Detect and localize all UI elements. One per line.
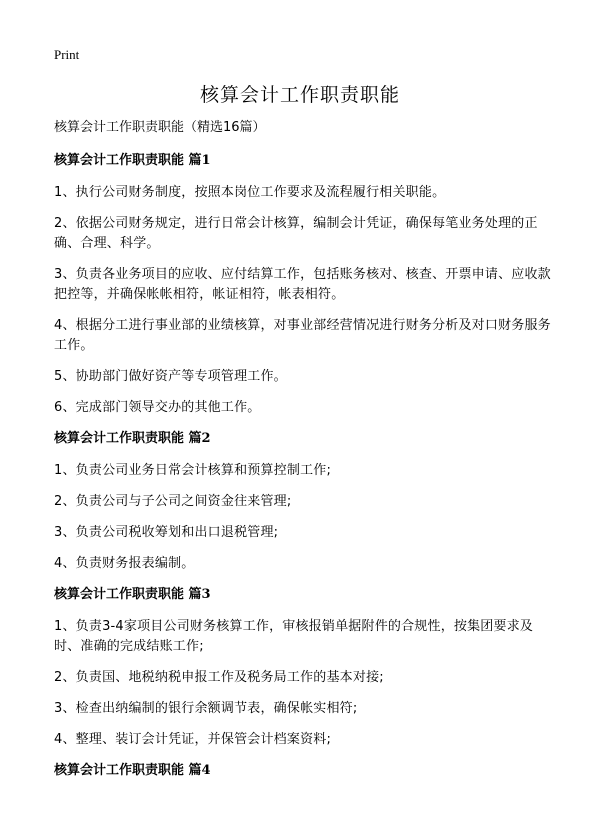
- section-heading: 核算会计工作职责职能 篇4: [54, 763, 211, 778]
- list-item: 3、负责各业务项目的应收、应付结算工作，包括账务核对、核查、开票申请、应收款把控等，并确保帐帐相符，帐证相符，帐表相符。: [54, 267, 551, 302]
- list-item: 5、协助部门做好资产等专项管理工作。: [54, 369, 287, 384]
- list-item: 2、负责公司与子公司之间资金往来管理;: [54, 494, 292, 509]
- list-item: 3、检查出纳编制的银行余额调节表，确保帐实相符;: [54, 701, 358, 716]
- list-item: 2、依据公司财务规定，进行日常会计核算，编制会计凭证，确保每笔业务处理的正确、合理、科学。: [54, 216, 538, 251]
- list-item: 3、负责公司税收筹划和出口退税管理;: [54, 525, 279, 540]
- document-subtitle: 核算会计工作职责职能（精选16篇）: [54, 120, 266, 135]
- document-body: [54, 118, 554, 793]
- list-item: 1、负责3-4家项目公司财务核算工作，审核报销单据附件的合规性，按集团要求及时、准确的完成结账工作;: [54, 619, 534, 654]
- list-item: 1、执行公司财务制度，按照本岗位工作要求及流程履行相关职能。: [54, 185, 446, 200]
- page-title: 核算会计工作职责职能: [199, 84, 400, 106]
- list-item: 6、完成部门领导交办的其他工作。: [54, 400, 261, 415]
- section-heading: 核算会计工作职责职能 篇1: [54, 153, 211, 168]
- section-heading: 核算会计工作职责职能 篇2: [54, 431, 211, 446]
- list-item: 4、负责财务报表编制。: [54, 556, 195, 571]
- section-4: [54, 761, 554, 781]
- section-heading: 核算会计工作职责职能 篇3: [54, 587, 211, 602]
- section-3: [54, 585, 554, 750]
- print-label: Print: [54, 47, 80, 62]
- list-item: 4、根据分工进行事业部的业绩核算，对事业部经营情况进行财务分析及对口财务服务工作。: [54, 318, 551, 353]
- list-item: 4、整理、装订会计凭证，并保管会计档案资料;: [54, 732, 332, 747]
- list-item: 1、负责公司业务日常会计核算和预算控制工作;: [54, 463, 332, 478]
- section-2: [54, 429, 554, 574]
- list-item: 2、负责国、地税纳税申报工作及税务局工作的基本对接;: [54, 670, 384, 685]
- section-1: [54, 151, 554, 418]
